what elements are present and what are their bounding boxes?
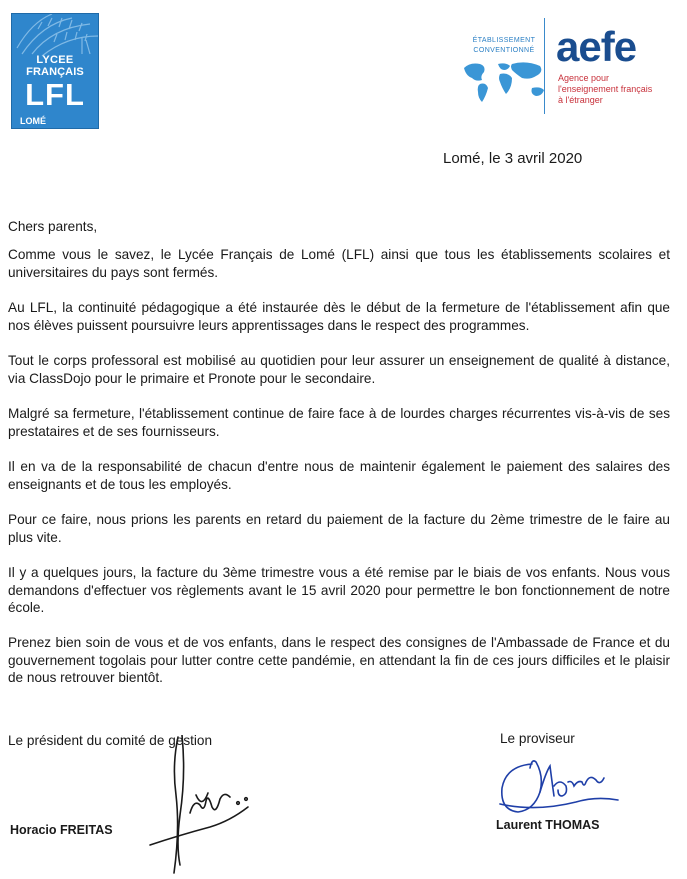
paragraph-4: Malgré sa fermeture, l'établissement continue de faire face à de lourdes charges récurrentes vis-à-vis de ses prestataires et de ses fournisseurs. (8, 406, 670, 439)
aefe-subtitle-line3: à l'étranger (558, 95, 603, 105)
letter-date: Lomé, le 3 avril 2020 (443, 150, 583, 167)
right-signatory-title: Le proviseur (500, 731, 575, 746)
salutation: Chers parents, (8, 219, 98, 234)
paragraph-6: Pour ce faire, nous prions les parents en retard du paiement de la facture du 2ème trimestre de le faire au plus vite. (8, 512, 670, 545)
lfl-logo (11, 13, 99, 129)
lfl-logo-line3: LFL (25, 77, 85, 112)
paragraph-2: Au LFL, la continuité pédagogique a été instaurée dès le début de la fermeture de l'établissement afin que nos élèves puissent poursuivre leurs apprentissages dans le respect des programmes. (8, 300, 670, 333)
aefe-wordmark: aefe (556, 23, 637, 70)
world-map-icon (460, 58, 552, 106)
right-signatory-name: Laurent THOMAS (496, 818, 600, 832)
lfl-logo-line1: LYCEE (36, 54, 74, 66)
lfl-logo-line2: FRANÇAIS (26, 66, 84, 78)
left-signature (120, 735, 260, 875)
aefe-logo (460, 18, 670, 118)
paragraph-8: Prenez bien soin de vous et de vos enfants, dans le respect des consignes de l'Ambassade de France et du gouvernement togolais pour lutter contre cette pandémie, en attendant la fin de ces jours difficiles et le plaisir de nous retrouver bientôt. (8, 635, 670, 685)
aefe-status: ÉTABLISSEMENT CONVENTIONNÉ (472, 37, 536, 54)
paragraph-7: Il y a quelques jours, la facture du 3ème trimestre vous a été remise par le biais de vos enfants. Nous vous demandons d'effectuer vos règlements avant le 15 avril 2020 pour permettre le bon fonctionnement de notre école. (8, 565, 670, 615)
paragraph-5: Il en va de la responsabilité de chacun d'entre nous de maintenir également le paiement des salaires des enseignants et de tous les employés. (8, 459, 670, 492)
aefe-separator (544, 18, 545, 114)
aefe-subtitle-line2: l'enseignement français (558, 84, 653, 94)
aefe-subtitle (558, 73, 652, 106)
aefe-subtitle-line1: Agence pour (558, 73, 610, 83)
paragraph-1: Comme vous le savez, le Lycée Français de Lomé (LFL) ainsi que tous les établissements scolaires et universitaires du pays sont fermés. (8, 247, 670, 280)
lfl-logo-line4: LOMÉ (20, 116, 46, 126)
left-signatory-name: Horacio FREITAS (10, 823, 113, 837)
left-signatory-title: Le président du comité de gestion (8, 733, 213, 748)
paragraph-3: Tout le corps professoral est mobilisé au quotidien pour leur assurer un enseignement de qualité à distance, via ClassDojo pour le primaire et Pronote pour le secondaire. (8, 353, 670, 386)
right-signature (496, 752, 626, 822)
